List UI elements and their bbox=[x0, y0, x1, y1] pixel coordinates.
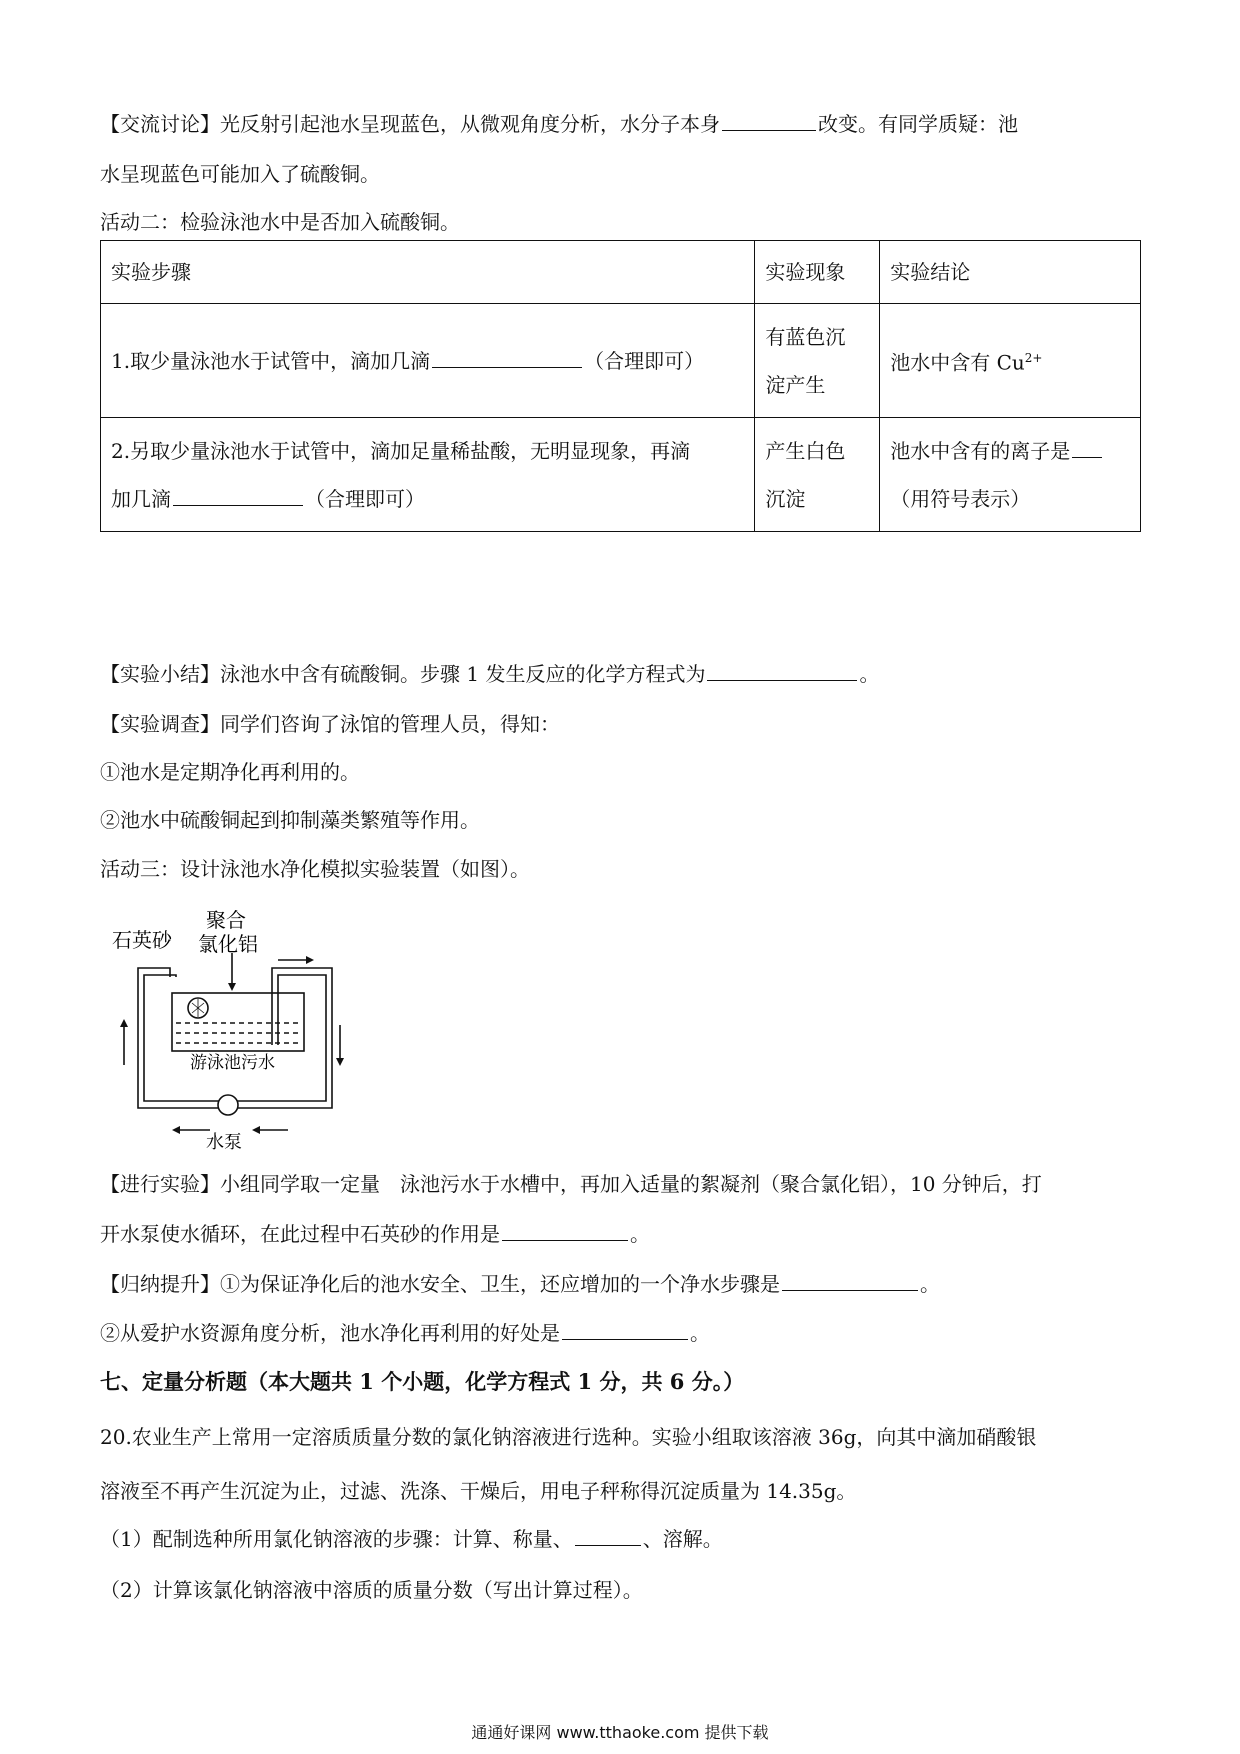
label-aluminum-chloride: 氯化铝 bbox=[198, 932, 258, 956]
paragraph-item-1: ①池水是定期净化再利用的。 bbox=[100, 760, 360, 784]
row1-step: 1.取少量泳池水于试管中，滴加几滴 （合理即可） bbox=[101, 304, 755, 418]
paragraph-induction: 【归纳提升】①为保证净化后的池水安全、卫生，还应增加的一个净水步骤是 。 bbox=[100, 1272, 940, 1296]
answer-blank bbox=[502, 1222, 628, 1241]
header-observation: 实验现象 bbox=[755, 241, 880, 304]
paragraph-summary: 【实验小结】泳池水中含有硫酸铜。步骤 1 发生反应的化学方程式为 。 bbox=[100, 662, 880, 686]
answer-blank bbox=[782, 1272, 918, 1291]
paragraph-experiment: 【进行实验】小组同学取一定量 泳池污水于水槽中，再加入适量的絮凝剂（聚合氯化铝），10 分钟后，打 bbox=[100, 1172, 1042, 1196]
label-quartz-sand: 石英砂 bbox=[112, 928, 172, 952]
answer-blank bbox=[722, 112, 816, 131]
paragraph-induction-2: ②从爱护水资源角度分析，池水净化再利用的好处是 。 bbox=[100, 1321, 710, 1345]
footer: 通通好课网 www.tthaoke.com 提供下载 bbox=[471, 1723, 769, 1742]
paragraph-investigation: 【实验调查】同学们咨询了泳馆的管理人员，得知： bbox=[100, 712, 560, 736]
answer-blank bbox=[173, 487, 303, 506]
label-water-pump: 水泵 bbox=[206, 1132, 242, 1153]
paragraph-discussion: 【交流讨论】光反射引起池水呈现蓝色，从微观角度分析，水分子本身 改变。有同学质疑：池 bbox=[100, 112, 1018, 136]
row1-observation: 有蓝色沉 淀产生 bbox=[755, 304, 880, 418]
paragraph-item-2: ②池水中硫酸铜起到抑制藻类繁殖等作用。 bbox=[100, 808, 480, 832]
header-steps: 实验步骤 bbox=[101, 241, 755, 304]
header-conclusion: 实验结论 bbox=[880, 241, 1141, 304]
answer-blank bbox=[1072, 439, 1102, 458]
row2-observation: 产生白色 沉淀 bbox=[755, 418, 880, 532]
paragraph-experiment-2: 开水泵使水循环，在此过程中石英砂的作用是 。 bbox=[100, 1222, 650, 1246]
row2-step: 2.另取少量泳池水于试管中，滴加足量稀盐酸，无明显现象，再滴 加几滴 （合理即可） bbox=[101, 418, 755, 532]
answer-blank bbox=[432, 349, 582, 368]
purification-apparatus-diagram bbox=[110, 905, 350, 1155]
activity-two: 活动二：检验泳池水中是否加入硫酸铜。 bbox=[100, 210, 460, 234]
question-20-part-1: （1）配制选种所用氯化钠溶液的步骤：计算、称量、 、溶解。 bbox=[100, 1527, 723, 1551]
row2-conclusion: 池水中含有的离子是 （用符号表示） bbox=[880, 418, 1141, 532]
question-20-2: 溶液至不再产生沉淀为止，过滤、洗涤、干燥后，用电子秤称得沉淀质量为 14.35g。 bbox=[100, 1479, 857, 1503]
question-20: 20.农业生产上常用一定溶质质量分数的氯化钠溶液进行选种。实验小组取该溶液 36g，向其中滴加硝酸银 bbox=[100, 1425, 1037, 1449]
section-heading: 七、定量分析题（本大题共 1 个小题，化学方程式 1 分，共 6 分。） bbox=[100, 1369, 745, 1394]
question-20-part-2: （2）计算该氯化钠溶液中溶质的质量分数（写出计算过程）。 bbox=[100, 1578, 643, 1602]
label-pool-wastewater: 游泳池污水 bbox=[190, 1053, 275, 1073]
answer-blank bbox=[575, 1527, 641, 1546]
label-polymer: 聚合 bbox=[206, 908, 246, 932]
row1-conclusion: 池水中含有 $Cu^{2+}$ bbox=[880, 304, 1141, 418]
answer-blank bbox=[562, 1321, 688, 1340]
answer-blank bbox=[707, 662, 857, 681]
activity-three: 活动三：设计泳池水净化模拟实验装置（如图）。 bbox=[100, 857, 530, 881]
paragraph-discussion-2: 水呈现蓝色可能加入了硫酸铜。 bbox=[100, 162, 380, 186]
experiment-table bbox=[100, 240, 1141, 532]
